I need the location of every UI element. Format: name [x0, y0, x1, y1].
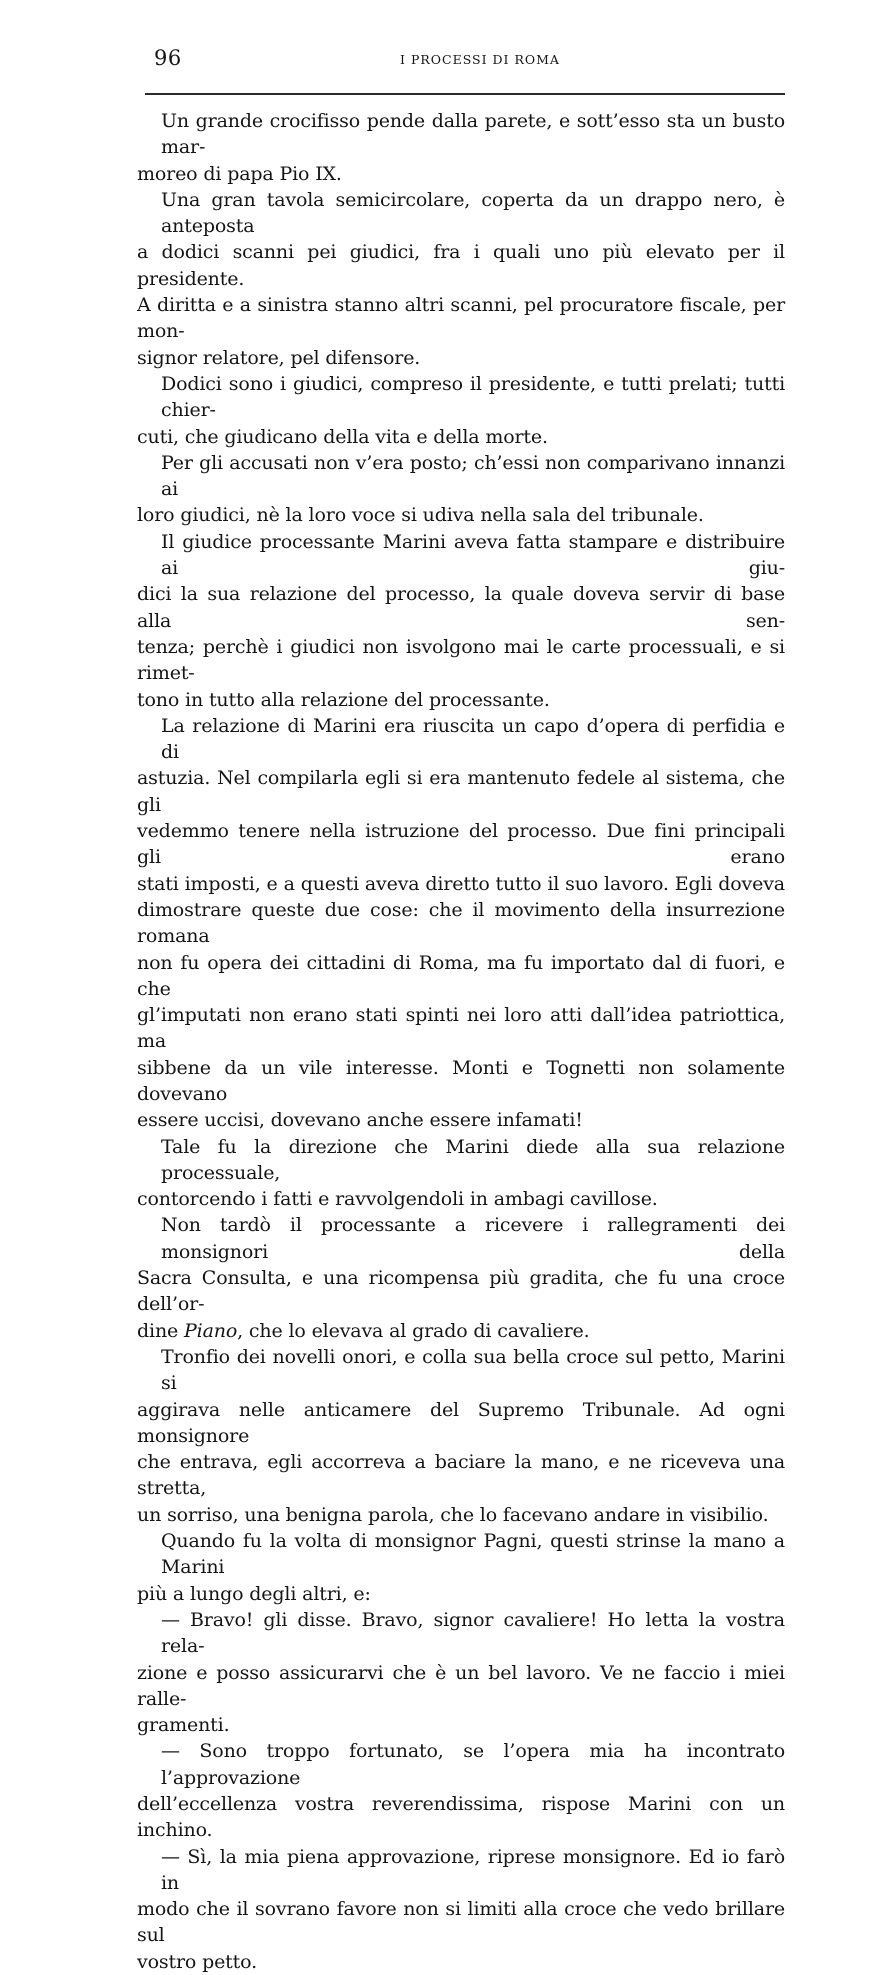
text-line: Una gran tavola semicircolare, coperta da un drappo nero, è anteposta: [161, 188, 791, 238]
paragraph: [137, 1738, 791, 1843]
text-line: contorcendo i fatti e ravvolgendoli in ambagi cavillose.: [137, 1188, 658, 1211]
text-line: dine Piano, che lo elevava al grado di cavaliere.: [137, 1319, 590, 1342]
text-line: Tale fu la direzione che Marini diede alla sua relazione processuale,: [161, 1135, 791, 1184]
text-line: tono in tutto alla relazione del processante.: [137, 688, 550, 711]
text-line: tenza; perchè i giudici non isvolgono mai le carte processuali, e si rimet-: [137, 635, 791, 685]
text-line: essere uccisi, dovevano anche essere infamati!: [137, 1109, 583, 1132]
text-line: Quando fu la volta di monsignor Pagni, questi strinse la mano a Marini: [161, 1530, 791, 1579]
paragraph: [137, 450, 791, 529]
paragraph: [137, 108, 791, 187]
text-line: Un grande crocifisso pende dalla parete, e sott’esso sta un busto mar-: [161, 110, 791, 159]
text-line: — Sì, la mia piena approvazione, riprese monsignore. Ed io farò in: [161, 1845, 791, 1894]
paragraph: [137, 1212, 791, 1343]
text-line: Il giudice processante Marini aveva fatta stampare e distribuire ai giu-: [161, 530, 791, 580]
text-line: — Sono troppo fortunato, se l’opera mia ha incontrato l’approvazione: [161, 1740, 791, 1789]
paragraph: [137, 187, 791, 371]
paragraph: [137, 713, 791, 1134]
paragraph: [137, 1844, 791, 1975]
text-line: stati imposti, e a questi aveva diretto tutto il suo lavoro. Egli doveva: [137, 872, 785, 895]
text-line: Tronfio dei novelli onori, e colla sua bella croce sul petto, Marini si: [161, 1345, 791, 1395]
text-line: Dodici sono i giudici, compreso il presidente, e tutti prelati; tutti chier-: [161, 372, 791, 422]
text-line: Sacra Consulta, e una ricompensa più gradita, che fu una croce dell’or-: [137, 1267, 791, 1316]
text-line: loro giudici, nè la loro voce si udiva nella sala del tribunale.: [137, 504, 704, 527]
page-number: 96: [154, 46, 182, 70]
text-line: A diritta e a sinistra stanno altri scanni, pel procuratore fiscale, per mon-: [137, 294, 791, 343]
text-line: non fu opera dei cittadini di Roma, ma fu importato dal di fuori, e che: [137, 951, 791, 1000]
header-rule: [145, 93, 785, 95]
paragraph: [137, 1607, 791, 1738]
text-line: zione e posso assicurarvi che è un bel lavoro. Ve ne faccio i miei ralle-: [137, 1661, 791, 1710]
text-line: Non tardò il processante a ricevere i rallegramenti dei monsignori della: [161, 1214, 791, 1263]
text-line: dimostrare queste due cose: che il movimento della insurrezione romana: [137, 898, 791, 948]
body-text: [137, 108, 791, 1975]
text-line: a dodici scanni pei giudici, fra i quali uno più elevato per il presidente.: [137, 241, 791, 290]
text-line: — Bravo! gli disse. Bravo, signor cavaliere! Ho letta la vostra rela-: [161, 1608, 791, 1658]
text-line: più a lungo degli altri, e:: [137, 1582, 371, 1605]
text-line: cuti, che giudicano della vita e della morte.: [137, 425, 548, 448]
paragraph: [137, 371, 791, 450]
text-line: dell’eccellenza vostra reverendissima, rispose Marini con un inchino.: [137, 1793, 791, 1842]
text-line: moreo di papa Pio IX.: [137, 162, 342, 185]
text-line: astuzia. Nel compilarla egli si era mantenuto fedele al sistema, che gli: [137, 767, 791, 816]
running-title: I PROCESSI DI ROMA: [400, 52, 560, 67]
paragraph: [137, 1344, 791, 1528]
text-line: sibbene da un vile interesse. Monti e Tognetti non solamente dovevano: [137, 1056, 791, 1105]
italic-word: Piano: [184, 1319, 238, 1342]
page-header: [136, 44, 784, 74]
text-line: La relazione di Marini era riuscita un capo d’opera di perfidia e di: [161, 714, 791, 764]
text-line: vostro petto.: [137, 1950, 257, 1973]
text-line: Per gli accusati non v’era posto; ch’essi non comparivano innanzi ai: [161, 451, 791, 501]
text-line: un sorriso, una benigna parola, che lo facevano andare in visibilio.: [137, 1503, 769, 1526]
text-line: aggirava nelle anticamere del Supremo Tribunale. Ad ogni monsignore: [137, 1398, 791, 1447]
paragraph: [137, 1528, 791, 1607]
text-line: che entrava, egli accorreva a baciare la mano, e ne riceveva una stretta,: [137, 1451, 791, 1500]
text-line: modo che il sovrano favore non si limiti alla croce che vedo brillare sul: [137, 1898, 791, 1947]
text-line: gl’imputati non erano stati spinti nei loro atti dall’idea patriottica, ma: [137, 1004, 791, 1053]
text-line: vedemmo tenere nella istruzione del processo. Due fini principali gli erano: [137, 820, 791, 869]
text-line: signor relatore, pel difensore.: [137, 346, 421, 369]
text-line: dici la sua relazione del processo, la quale doveva servir di base alla sen-: [137, 583, 791, 632]
text-line: gramenti.: [137, 1714, 230, 1737]
paragraph: [137, 529, 791, 713]
paragraph: [137, 1134, 791, 1213]
